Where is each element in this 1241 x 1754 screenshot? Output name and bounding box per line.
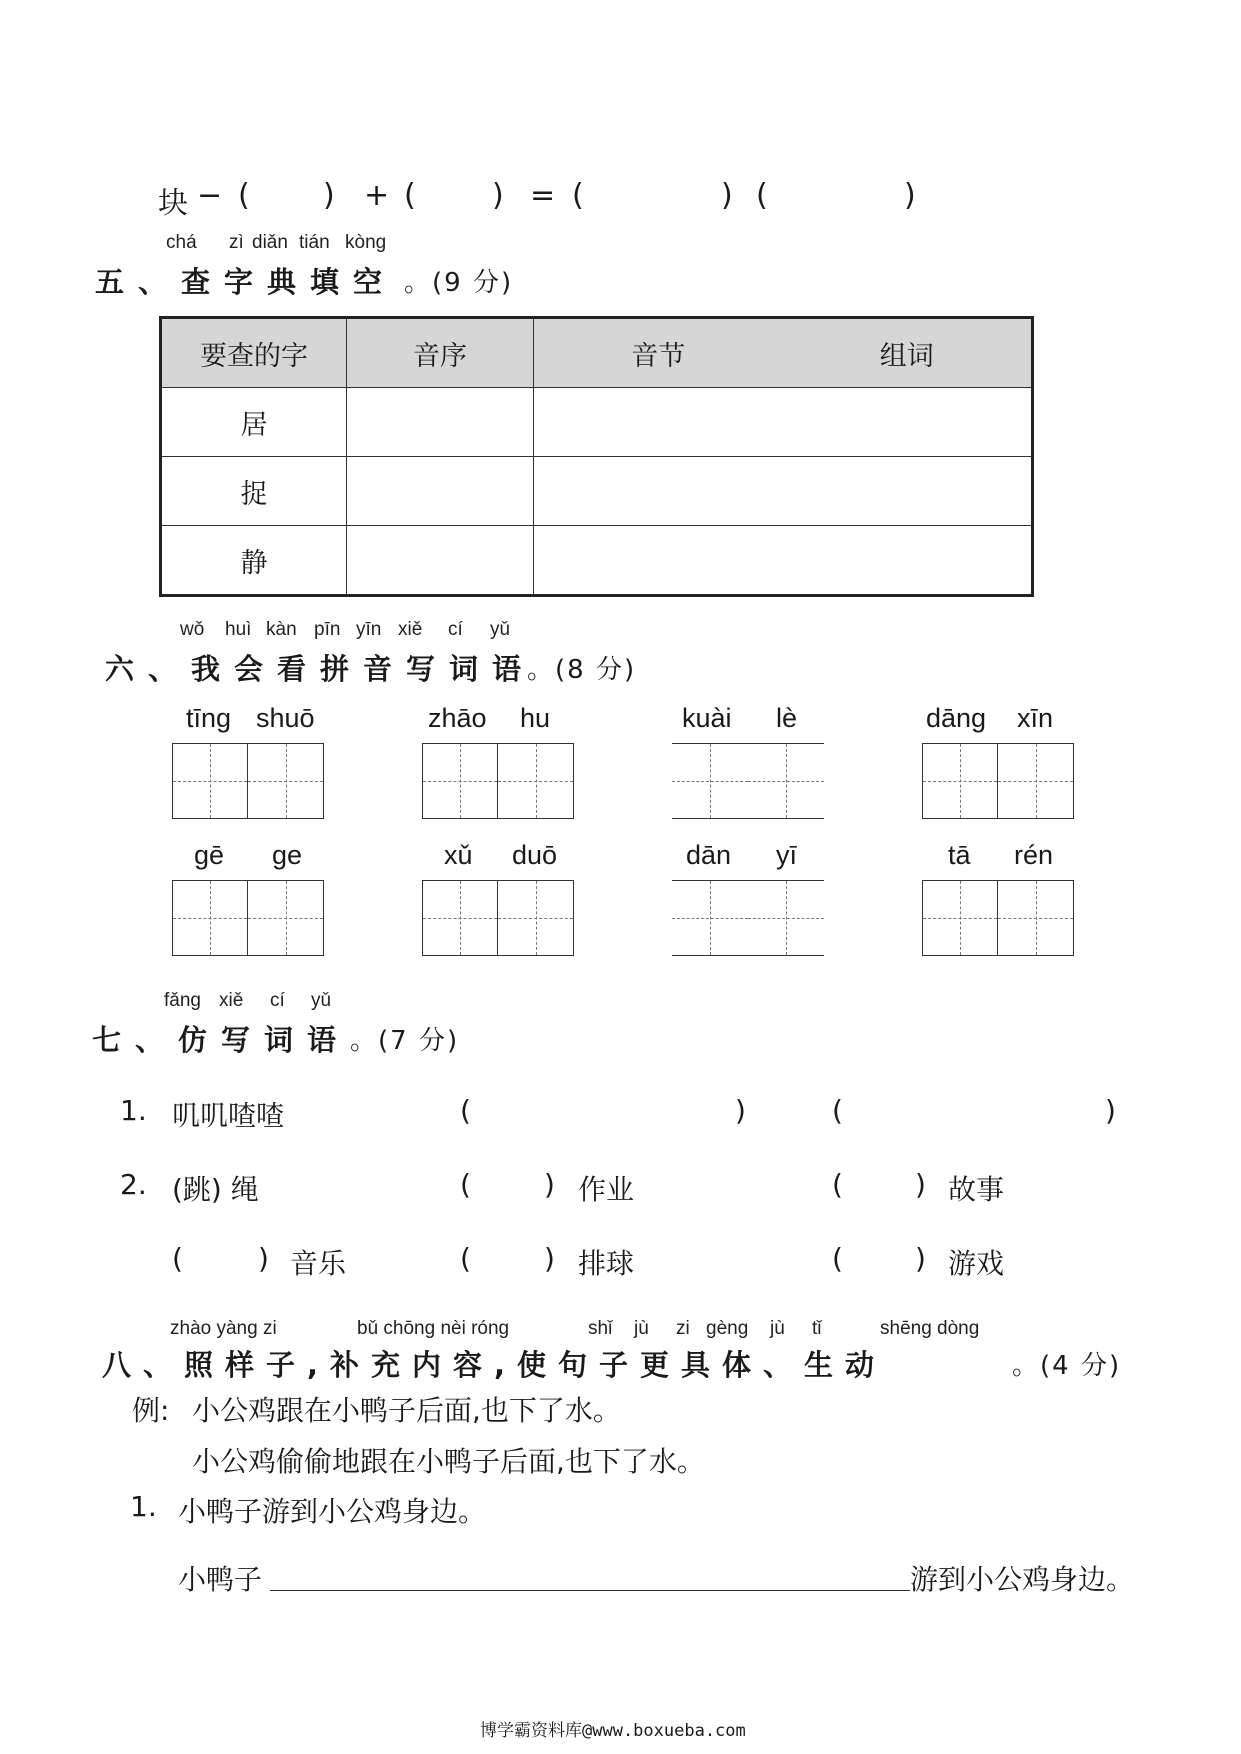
section-score: 。(8 分) [527,655,637,685]
pinyin: diǎn [252,232,288,253]
pinyin: fǎng [164,990,201,1011]
pinyin: yīn [356,619,382,640]
writing-box[interactable] [172,743,248,819]
writing-box[interactable] [922,743,998,819]
formula-char: 块 [158,186,188,221]
answer-line[interactable] [270,1590,910,1591]
paren-open: ( [756,178,768,213]
pinyin: wǒ [180,619,205,640]
pinyin: shēng dòng [880,1318,980,1339]
paren-open: ( [172,1242,183,1275]
writing-box[interactable] [998,743,1074,819]
writing-box[interactable] [248,880,324,956]
example-word: (跳) 绳 [172,1173,259,1206]
word-pinyin: rén [1014,840,1054,870]
paren-close: ) [735,1094,746,1127]
paren-close: ) [492,178,504,213]
paren-close: ) [904,178,916,213]
writing-box[interactable] [498,880,574,956]
pinyin: kàn [266,619,297,640]
word-pinyin: lè [776,703,798,733]
paren-close: ) [544,1242,555,1275]
section-title: 七、仿写词语 [92,1023,351,1057]
pinyin: zhào yàng zi [170,1318,277,1339]
pinyin: tǐ [812,1318,822,1339]
table-row [161,526,1033,596]
answer-cell[interactable] [534,526,1033,596]
item-number: 1. [120,1094,147,1127]
paren-close: ) [1105,1094,1116,1127]
question-sentence: 小鸭子游到小公鸡身边。 [178,1495,487,1528]
answer-cell[interactable] [347,388,534,457]
word-pinyin: shuō [256,703,315,733]
pinyin: jù [770,1318,785,1339]
char-cell: 捉 [161,457,347,526]
word-pinyin: dāng [926,703,987,733]
writing-box[interactable] [672,743,748,819]
table-row [161,457,1033,526]
word-pinyin: kuài [682,703,732,733]
pinyin: yǔ [490,619,511,640]
answer-cell[interactable] [534,457,1033,526]
paren-open: ( [460,1242,471,1275]
paren-open: ( [238,178,250,213]
writing-box[interactable] [422,880,498,956]
word-pinyin: duō [512,840,558,870]
writing-box[interactable] [998,880,1074,956]
pinyin: tián [299,232,330,253]
pinyin: cí [270,990,285,1011]
pinyin: cí [448,619,463,640]
writing-box[interactable] [748,880,824,956]
header-cell-text: 组词 [879,340,934,372]
pinyin: huì [225,619,252,640]
section-score: 。(4 分) [1012,1351,1122,1381]
pinyin: kòng [345,232,387,253]
item-number: 2. [120,1168,147,1201]
paren-open: ( [832,1242,843,1275]
formula-minus: − [197,178,223,213]
word-pinyin: hu [520,703,551,733]
answer-cell[interactable] [347,457,534,526]
target-word: 游戏 [948,1247,1005,1280]
word-pinyin: yī [776,840,798,870]
word-pinyin: ge [272,840,303,870]
example-sentence: 小公鸡跟在小鸭子后面,也下了水。 [192,1394,621,1427]
pinyin: jù [634,1318,649,1339]
table-row [161,388,1033,457]
paren-close: ) [544,1168,555,1201]
paren-close: ) [323,178,335,213]
word-pinyin: gē [194,840,225,870]
word-pinyin: dān [686,840,732,870]
paren-open: ( [460,1094,471,1127]
paren-close: ) [721,178,733,213]
example-label: 例: [132,1394,170,1427]
pinyin: xiě [219,990,244,1011]
dictionary-table [159,316,1034,597]
answer-end: 游到小公鸡身边。 [910,1563,1135,1596]
char-cell: 居 [161,388,347,457]
target-word: 音乐 [290,1247,347,1280]
paren-open: ( [460,1168,471,1201]
answer-start: 小鸭子 [178,1563,263,1596]
header-cell-text: 音节 [631,340,686,372]
pinyin: bǔ chōng nèi róng [357,1318,510,1339]
section-title: 六、我会看拼音写词语 [105,652,536,686]
target-word: 排球 [578,1247,635,1280]
pinyin: shǐ [588,1318,613,1339]
header-cell [534,318,1033,388]
answer-cell[interactable] [534,388,1033,457]
writing-box[interactable] [748,743,824,819]
word-pinyin: tā [948,840,971,870]
writing-box[interactable] [672,880,748,956]
word-pinyin: tīng [186,703,232,733]
char-cell: 静 [161,526,347,596]
item-number: 1. [130,1490,157,1523]
writing-box[interactable] [498,743,574,819]
pinyin: gèng [706,1318,749,1339]
target-word: 作业 [578,1173,635,1206]
section-title: 八、照样子,补充内容,使句子更具体、生动 [102,1348,887,1382]
writing-box[interactable] [248,743,324,819]
writing-box[interactable] [172,880,248,956]
footer-watermark: 博学霸资料库@www.boxueba.com [480,1721,746,1741]
pinyin: xiě [398,619,423,640]
paren-open: ( [572,178,584,213]
formula-equals: = [530,178,556,213]
pinyin: zì [229,232,244,253]
example-word: 叽叽喳喳 [172,1099,285,1132]
paren-close: ) [915,1168,926,1201]
word-pinyin: zhāo [428,703,487,733]
pinyin: yǔ [311,990,332,1011]
word-pinyin: xīn [1017,703,1054,733]
section-title: 五、查字典填空 [95,265,397,299]
header-cell: 要查的字 [161,318,347,388]
pinyin: chá [166,232,197,253]
section-score: 。(9 分) [404,268,514,298]
writing-box[interactable] [922,880,998,956]
paren-open: ( [832,1094,843,1127]
paren-close: ) [915,1242,926,1275]
pinyin: pīn [314,619,341,640]
paren-open: ( [832,1168,843,1201]
word-pinyin: xǔ [444,840,473,870]
answer-cell[interactable] [347,526,534,596]
header-cell: 音序 [347,318,534,388]
formula-plus: + [364,178,390,213]
writing-box[interactable] [422,743,498,819]
example-sentence: 小公鸡偷偷地跟在小鸭子后面,也下了水。 [192,1445,705,1478]
paren-close: ) [258,1242,269,1275]
target-word: 故事 [948,1173,1005,1206]
section-score: 。(7 分) [350,1026,460,1056]
table-header-row [161,318,1033,388]
paren-open: ( [404,178,416,213]
pinyin: zi [676,1318,690,1339]
